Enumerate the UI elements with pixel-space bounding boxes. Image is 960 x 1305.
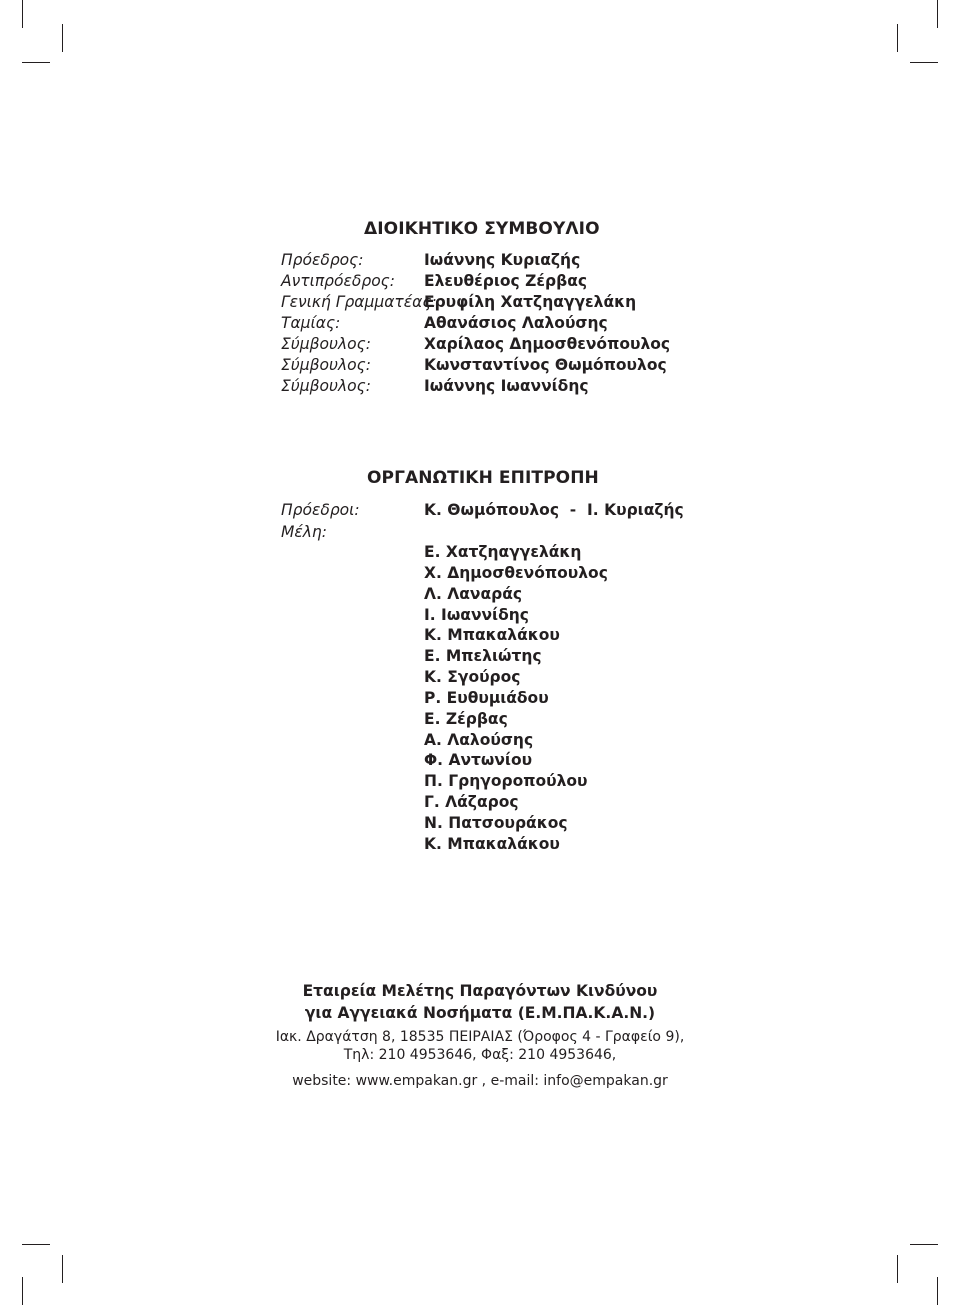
committee-member-name: Κ. Σγούρος bbox=[424, 668, 521, 686]
organization-phone: Τηλ: 210 4953646, Φαξ: 210 4953646, bbox=[343, 1047, 617, 1063]
board-role: Γενική Γραμματέας: bbox=[281, 293, 437, 311]
crop-mark-top-right-v1 bbox=[937, 0, 938, 28]
organization-name-line1: Εταιρεία Μελέτης Παραγόντων Κινδύνου bbox=[302, 982, 658, 1000]
committee-member-name: Ε. Ζέρβας bbox=[424, 710, 508, 728]
members-label: Μέλη: bbox=[281, 523, 327, 541]
committee-member-name: Κ. Μπακαλάκου bbox=[424, 835, 560, 853]
board-title: ΔΙΟΙΚΗΤΙΚΟ ΣΥΜΒΟΥΛΙΟ bbox=[364, 219, 600, 239]
committee-member-name: Φ. Αντωνίου bbox=[424, 751, 533, 769]
committee-title: ΟΡΓΑΝΩΤΙΚΗ ΕΠΙΤΡΟΠΗ bbox=[367, 468, 599, 488]
crop-mark-bottom-right-h bbox=[910, 1244, 938, 1245]
crop-mark-bottom-left-v1 bbox=[22, 1277, 23, 1305]
committee-member-name: Γ. Λάζαρος bbox=[424, 793, 519, 811]
committee-member-name: Π. Γρηγοροπούλου bbox=[424, 772, 588, 790]
committee-member-name: Χ. Δημοσθενόπουλος bbox=[424, 564, 608, 582]
board-member-name: Ιωάννης Κυριαζής bbox=[424, 251, 581, 269]
committee-member-name: Ι. Ιωαννίδης bbox=[424, 606, 529, 624]
board-member-name: Αθανάσιος Λαλούσης bbox=[424, 314, 608, 332]
committee-member-name: Λ. Λαναράς bbox=[424, 585, 523, 603]
board-member-name: Ιωάννης Ιωαννίδης bbox=[424, 377, 589, 395]
crop-mark-top-right-h bbox=[910, 62, 938, 63]
committee-member-name: Α. Λαλούσης bbox=[424, 731, 534, 749]
organization-name-line2: για Αγγειακά Νοσήματα (Ε.Μ.ΠΑ.Κ.Α.Ν.) bbox=[304, 1004, 656, 1022]
board-role: Σύμβουλος: bbox=[281, 377, 371, 395]
presidents-names: Κ. Θωμόπουλος - Ι. Κυριαζής bbox=[424, 501, 684, 519]
board-member-name: Ελευθέριος Ζέρβας bbox=[424, 272, 588, 290]
crop-mark-top-left-h bbox=[22, 62, 50, 63]
board-role: Αντιπρόεδρος: bbox=[281, 272, 395, 290]
board-member-name: Ερυφίλη Χατζηαγγελάκη bbox=[424, 293, 637, 311]
crop-mark-top-left-v1 bbox=[22, 0, 23, 28]
board-role: Σύμβουλος: bbox=[281, 335, 371, 353]
board-role: Σύμβουλος: bbox=[281, 356, 371, 374]
committee-member-name: Ε. Χατζηαγγελάκη bbox=[424, 543, 582, 561]
organization-address: Ιακ. Δραγάτση 8, 18535 ΠΕΙΡΑΙΑΣ (Όροφος 4 - Γραφείο 9), bbox=[275, 1029, 685, 1045]
organization-website-email: website: www.empakan.gr , e-mail: info@empakan.gr bbox=[292, 1073, 668, 1089]
board-member-name: Κωνσταντίνος Θωμόπουλος bbox=[424, 356, 667, 374]
board-role: Ταμίας: bbox=[281, 314, 341, 332]
crop-mark-bottom-left-v2 bbox=[62, 1255, 63, 1283]
crop-mark-top-right-v2 bbox=[897, 24, 898, 52]
board-role: Πρόεδρος: bbox=[281, 251, 364, 269]
board-member-name: Χαρίλαος Δημοσθενόπουλος bbox=[424, 335, 671, 353]
committee-member-name: Ρ. Ευθυμιάδου bbox=[424, 689, 549, 707]
committee-member-name: Ε. Μπελιώτης bbox=[424, 647, 542, 665]
crop-mark-bottom-right-v2 bbox=[897, 1255, 898, 1283]
presidents-label: Πρόεδροι: bbox=[281, 501, 360, 519]
committee-member-name: Κ. Μπακαλάκου bbox=[424, 626, 560, 644]
committee-member-name: Ν. Πατσουράκος bbox=[424, 814, 568, 832]
crop-mark-bottom-right-v1 bbox=[937, 1277, 938, 1305]
crop-mark-top-left-v2 bbox=[62, 24, 63, 52]
crop-mark-bottom-left-h bbox=[22, 1244, 50, 1245]
